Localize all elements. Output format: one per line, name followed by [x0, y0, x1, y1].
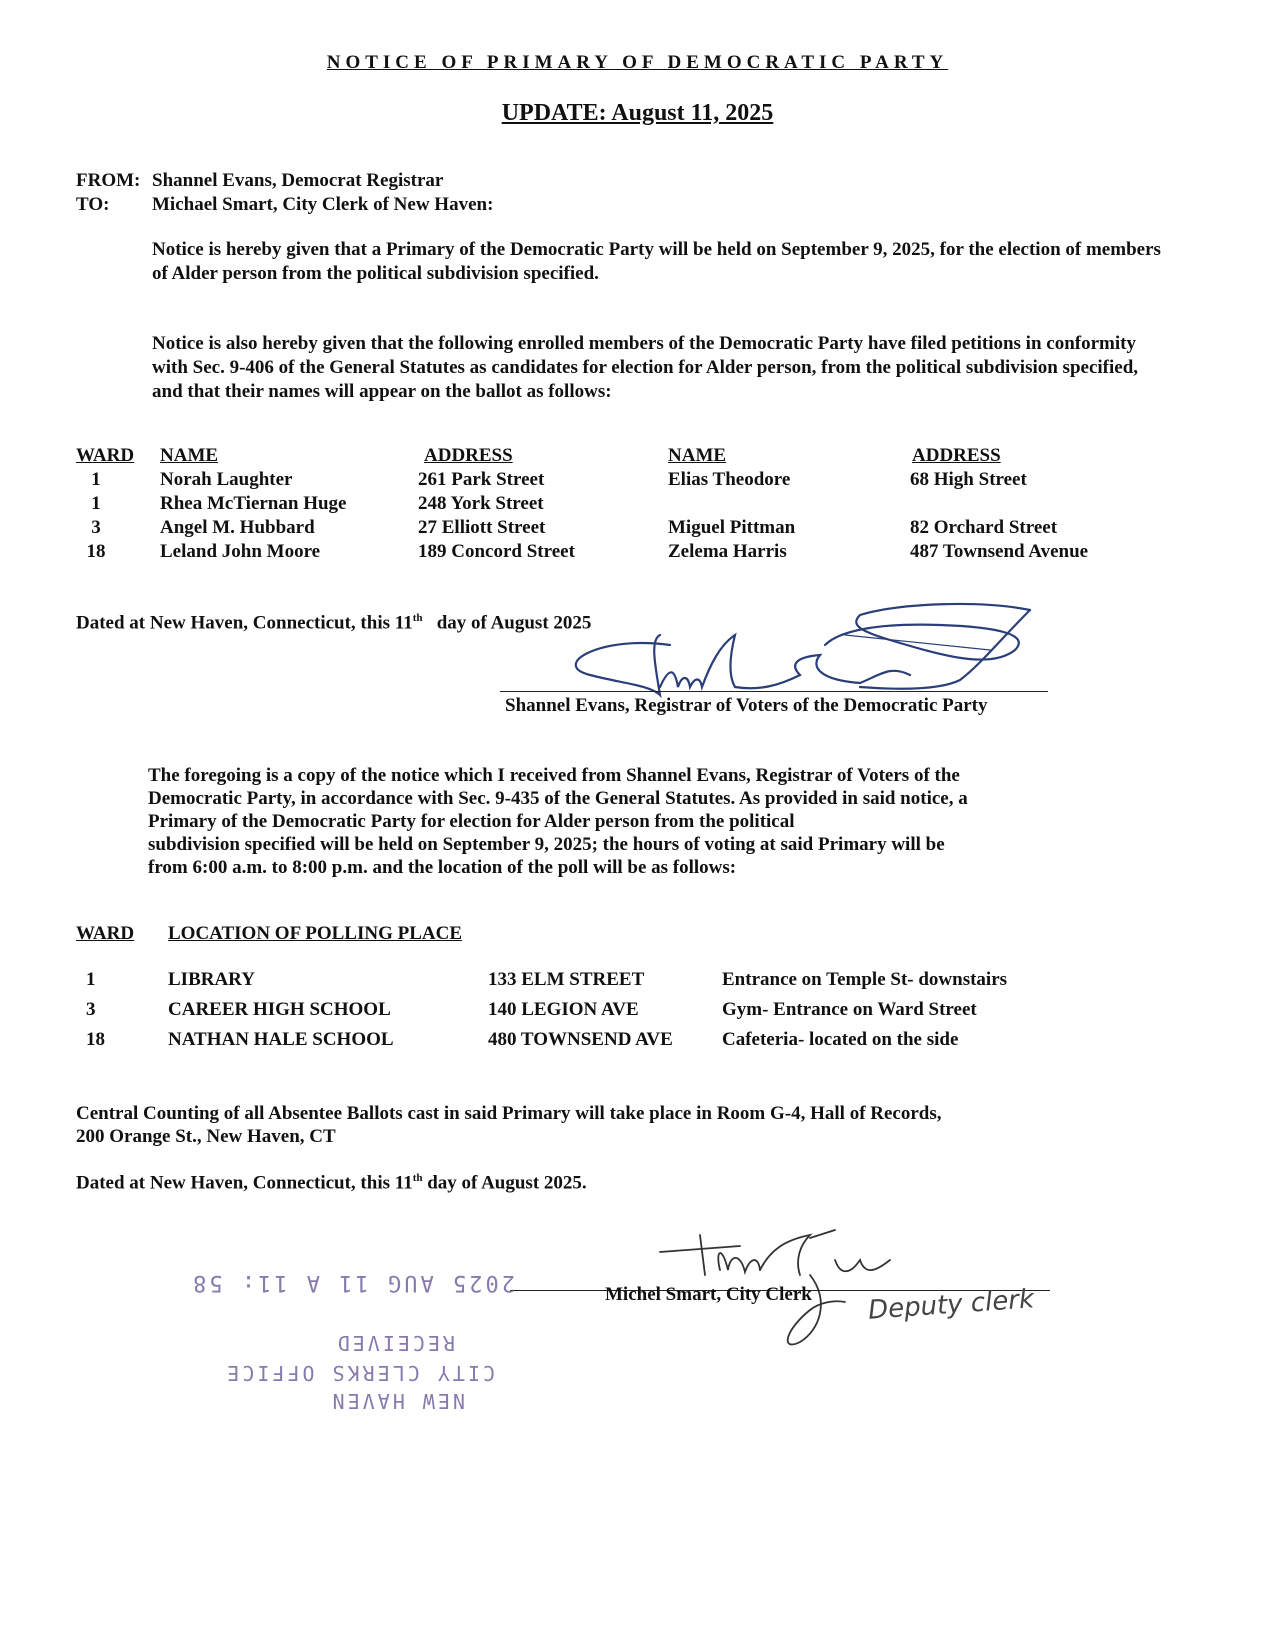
clerk-signer: Michel Smart, City Clerk: [605, 1284, 812, 1305]
ordinal-suffix: th: [412, 1172, 423, 1184]
polling-entrance: Gym- Entrance on Ward Street: [722, 999, 977, 1020]
paragraph-line: subdivision specified will be held on September 9, 2025; the hours of voting at said Primary will be: [148, 834, 945, 855]
candidate-name: Elias Theodore: [668, 469, 791, 490]
polling-entrance: Cafeteria- located on the side: [722, 1029, 959, 1050]
polling-place: LIBRARY: [168, 969, 255, 990]
notice-title: NOTICE OF PRIMARY OF DEMOCRATIC PARTY: [326, 52, 949, 73]
ward-cell: 18: [86, 541, 106, 562]
registrar-dated-line: [76, 612, 591, 634]
candidate-address: 248 York Street: [418, 493, 544, 514]
col-header-location: LOCATION OF POLLING PLACE: [168, 923, 462, 944]
polling-place: NATHAN HALE SCHOOL: [168, 1029, 394, 1050]
col-header-ward: WARD: [76, 923, 135, 944]
candidate-name: Leland John Moore: [160, 541, 321, 562]
ward-cell: 1: [91, 493, 101, 514]
paragraph-line: from 6:00 a.m. to 8:00 p.m. and the location of the poll will be as follows:: [148, 857, 737, 878]
col-header-ward: WARD: [76, 445, 135, 466]
stamp-office: CITY CLERKS OFFICE: [224, 1361, 495, 1385]
candidate-address: 261 Park Street: [418, 469, 545, 490]
handwritten-note: Deputy clerk: [867, 1284, 1035, 1326]
ward-cell: 3: [86, 999, 96, 1020]
paragraph-line: Primary of the Democratic Party for election for Alder person from the political: [148, 811, 795, 832]
notice-paragraph-2: Notice is also hereby given that the following enrolled members of the Democratic Party have filed petitions in conformity with Sec. 9-406 of the General Statutes as candidates for election for Alder person, from the political subdivision specified, and that their names will appear on the ballot as follows:: [152, 333, 1139, 402]
to-label: TO:: [76, 194, 110, 215]
update-date: UPDATE: August 11, 2025: [501, 100, 774, 126]
stamp-city: NEW HAVEN: [329, 1389, 465, 1413]
candidate-address: 27 Elliott Street: [418, 517, 546, 538]
polling-place: CAREER HIGH SCHOOL: [168, 999, 391, 1020]
dated-text: Dated at New Haven, Connecticut, this 11: [76, 1172, 413, 1194]
stamp-received: RECEIVED: [334, 1331, 455, 1355]
notice-paragraph-1: Notice is hereby given that a Primary of the Democratic Party will be held on September 9, 2025, for the election of members of Alder person from the political subdivision specified.: [152, 239, 1161, 284]
ward-cell: 18: [86, 1029, 105, 1050]
polling-address: 480 TOWNSEND AVE: [488, 1029, 673, 1050]
paragraph-line: Democratic Party, in accordance with Sec. 9-435 of the General Statutes. As provided in said notice, a: [148, 788, 968, 809]
candidate-address: 68 High Street: [910, 469, 1027, 490]
candidate-name: Norah Laughter: [160, 469, 293, 490]
ward-cell: 3: [91, 517, 101, 538]
col-header-address-1: ADDRESS: [424, 445, 513, 466]
paragraph-line: The foregoing is a copy of the notice which I received from Shannel Evans, Registrar of Voters of the: [148, 765, 960, 786]
received-stamp: [190, 1245, 525, 1445]
candidate-address: 82 Orchard Street: [910, 517, 1058, 538]
dated-text: Dated at New Haven, Connecticut, this 11: [76, 612, 413, 634]
col-header-address-2: ADDRESS: [912, 445, 1001, 466]
from-label: FROM:: [76, 170, 141, 191]
polling-entrance: Entrance on Temple St- downstairs: [722, 969, 1008, 990]
col-header-name-1: NAME: [160, 445, 219, 466]
polling-address: 140 LEGION AVE: [488, 999, 639, 1020]
candidate-name: Angel M. Hubbard: [160, 517, 315, 538]
dated-text: day of August 2025: [436, 612, 592, 634]
registrar-signature-line: [500, 691, 1048, 692]
stamp-date: 2025 AUG 11 A 11: 58: [190, 1270, 515, 1295]
candidate-address: 189 Concord Street: [418, 541, 575, 562]
ward-cell: 1: [86, 969, 96, 990]
central-counting-line: Central Counting of all Absentee Ballots cast in said Primary will take place in Room G-4, Hall of Records,: [76, 1103, 942, 1124]
dated-text: day of August 2025.: [422, 1172, 587, 1194]
polling-address: 133 ELM STREET: [488, 969, 645, 990]
ward-cell: 1: [91, 469, 101, 490]
registrar-signer: Shannel Evans, Registrar of Voters of the Democratic Party: [505, 695, 988, 716]
clerk-dated-line: [76, 1172, 587, 1194]
col-header-name-2: NAME: [668, 445, 727, 466]
to-value: Michael Smart, City Clerk of New Haven:: [152, 194, 494, 215]
from-value: Shannel Evans, Democrat Registrar: [152, 170, 444, 191]
candidate-name: Zelema Harris: [668, 541, 787, 562]
candidate-address: 487 Townsend Avenue: [910, 541, 1089, 562]
ordinal-suffix: th: [412, 612, 423, 624]
candidate-name: Miguel Pittman: [668, 517, 796, 538]
candidate-name: Rhea McTiernan Huge: [160, 493, 347, 514]
central-counting-line: 200 Orange St., New Haven, CT: [76, 1126, 336, 1147]
